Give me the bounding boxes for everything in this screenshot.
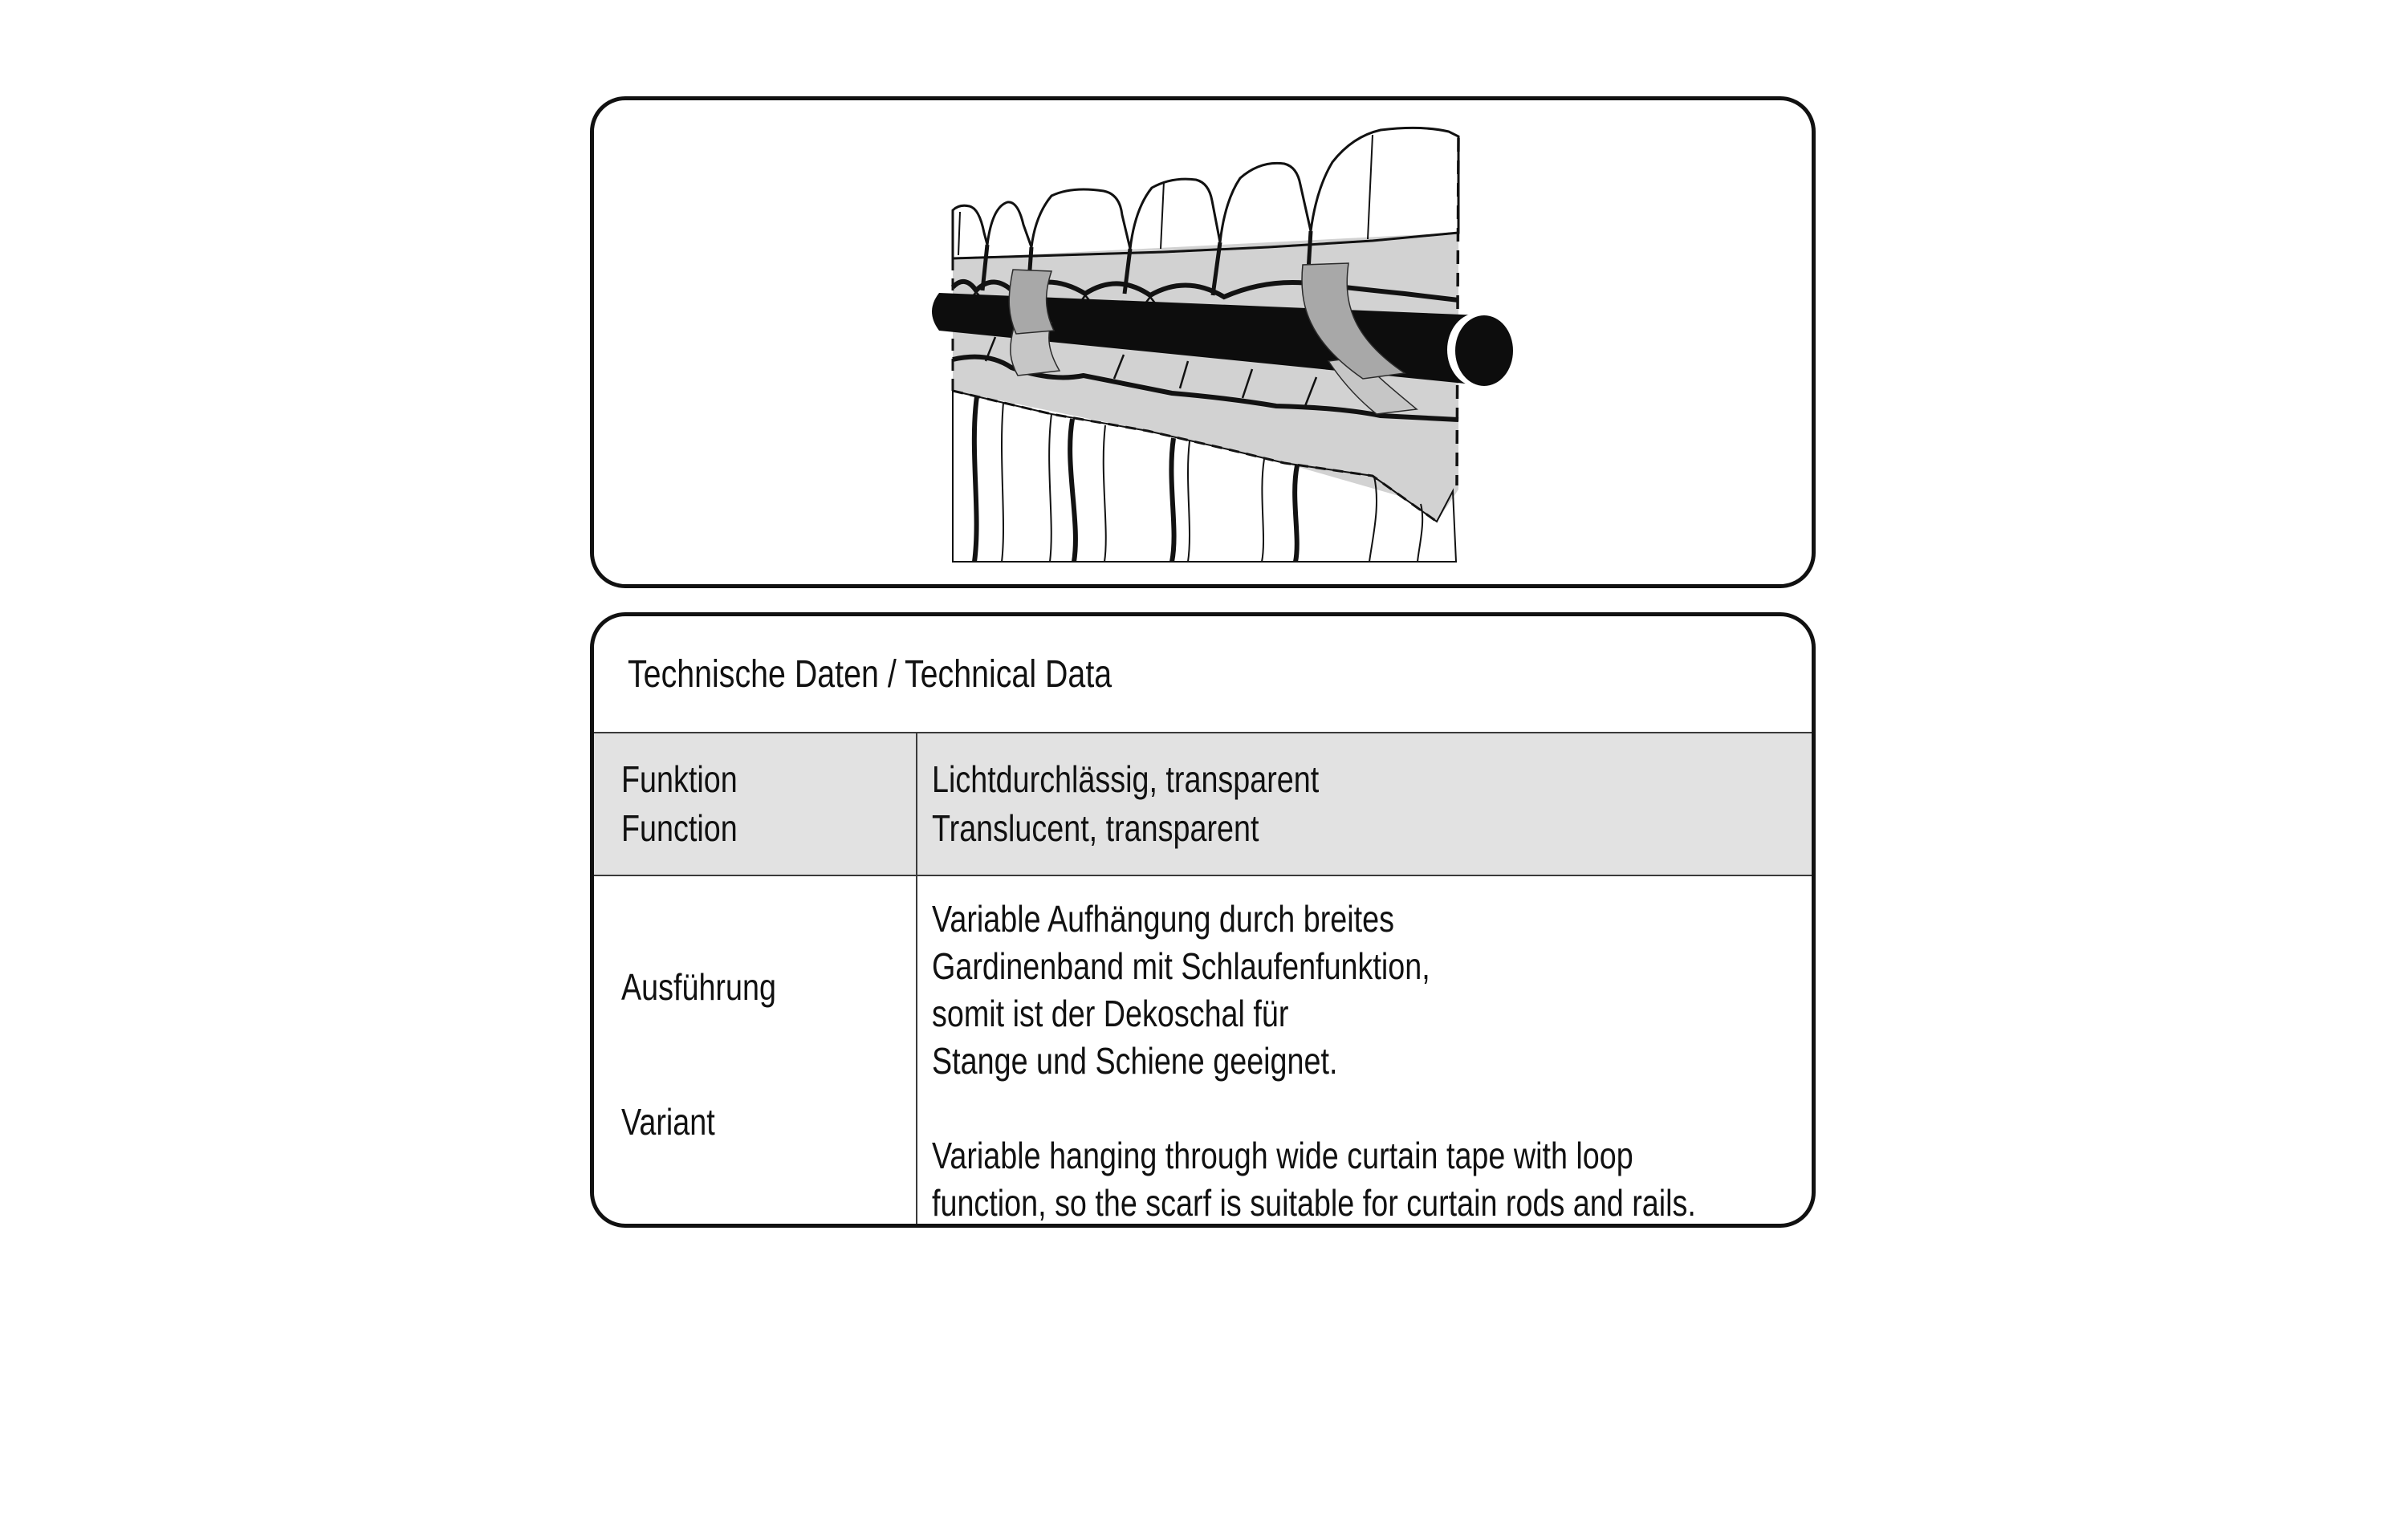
curtain-rod-illustration: [923, 120, 1533, 586]
table-row-function: [594, 732, 1812, 876]
illustration-panel: [590, 96, 1816, 588]
variant-label-cell: [594, 876, 917, 1227]
function-label-cell: [594, 733, 917, 875]
rod-end-cap: [1455, 315, 1513, 386]
table-row-variant: [594, 876, 1812, 1227]
table-title-row: [594, 616, 1812, 732]
variant-label-de: Ausführung: [621, 966, 776, 1008]
function-value-cell: [917, 733, 1812, 875]
variant-value-cell: [917, 876, 1816, 1227]
variant-label-en: Variant: [621, 1101, 715, 1143]
technical-data-panel: [590, 612, 1816, 1228]
function-value: Lichtdurchlässig, transparent Translucent, transparent: [932, 758, 1320, 849]
function-label: Funktion Function: [621, 758, 738, 849]
table-title: Technische Daten / Technical Data: [628, 652, 1112, 696]
variant-value: Variable Aufhängung durch breites Gardinenband mit Schlaufenfunktion, somit ist der Dekoschal für Stange und Schiene geeignet. Variable hanging through wide curtain tape with loop function, so the scarf is suitable for curtain rods and rails.: [932, 898, 1696, 1224]
